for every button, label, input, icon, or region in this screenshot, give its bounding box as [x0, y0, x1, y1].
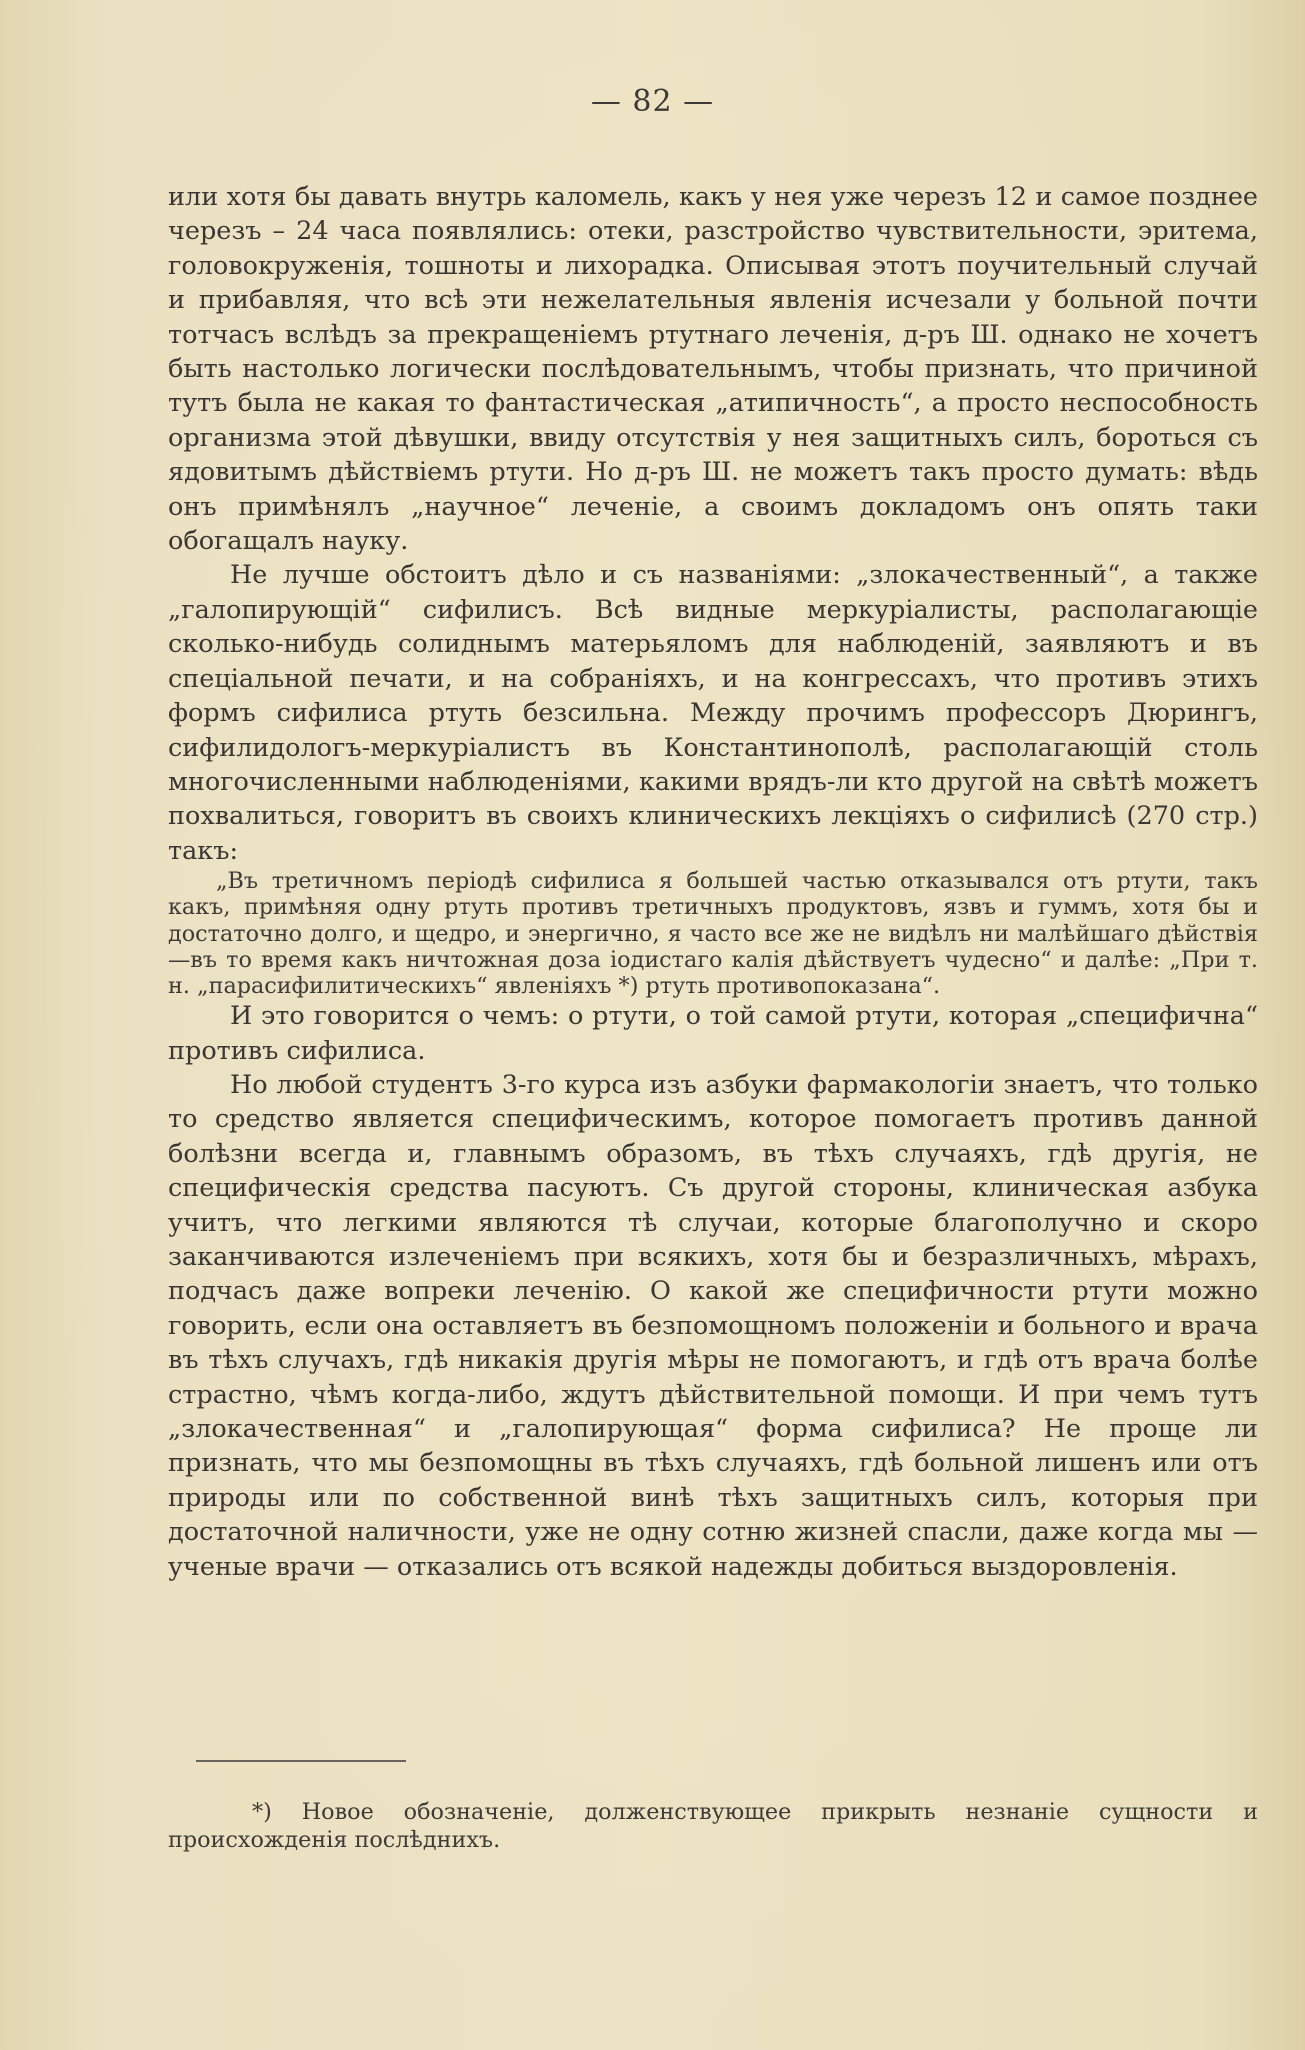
paragraph-3: И это говорится о чемъ: о ртути, о той самой ртути, которая „специфична“ противъ сифилиса.	[168, 1001, 1258, 1066]
paragraph-1: или хотя бы давать внутрь каломель, какъ у нея уже черезъ 12 и самое позднее черезъ – 24 часа появлялись: отеки, разстройство чувствительности, эритема, головокруженія, тошноты и лихорадка. Описывая этотъ поучительный случай и прибавляя, что всѣ эти нежелательныя явленія исчезали у больной почти тотчасъ вслѣдъ за прекращеніемъ ртутнаго леченія, д-ръ Ш. однако не хочетъ быть настолько логически послѣдовательнымъ, чтобы признать, что причиной тутъ была не какая то фантастическая „атипичность“, а просто неспособность организма этой дѣвушки, ввиду отсутствія у нея защитныхъ силъ, бороться съ ядовитымъ дѣйствіемъ ртути. Но д-ръ Ш. не можетъ такъ просто думать: вѣдь онъ примѣнялъ „научное“ леченіе, а своимъ докладомъ онъ опять таки обогащалъ науку.	[168, 182, 1258, 557]
footnote-divider	[196, 1760, 406, 1762]
page-number: — 82 —	[590, 84, 715, 119]
footnote: *) Новое обозначеніе, долженствующее прикрыть незнаніе сущности и происхожденія послѣднихъ.	[168, 1799, 1258, 1853]
main-text	[168, 180, 1258, 1584]
paragraph-4: Но любой студентъ 3-го курса изъ азбуки фармакологіи знаетъ, что только то средство является специфическимъ, которое помогаетъ противъ данной болѣзни всегда и, главнымъ образомъ, въ тѣхъ случаяхъ, гдѣ другія, не специфическія средства пасуютъ. Съ другой стороны, клиническая азбука учитъ, что легкими являются тѣ случаи, которые благополучно и скоро заканчиваются излеченіемъ при всякихъ, хотя бы и безразличныхъ, мѣрахъ, подчасъ даже вопреки леченію. О какой же специфичности ртути можно говорить, если она оставляетъ въ безпомощномъ положеніи и больного и врача въ тѣхъ случахъ, гдѣ никакія другія мѣры не помогаютъ, и гдѣ отъ врача болѣе страстно, чѣмъ когда-либо, ждутъ дѣйствительной помощи. И при чемъ тутъ „злокачественная“ и „галопирующая“ форма сифилиса? Не проще ли признать, что мы безпомощны въ тѣхъ случаяхъ, гдѣ больной лишенъ или отъ природы или по собственной винѣ тѣхъ защитныхъ силъ, которыя при достаточной наличности, уже не одну сотню жизней спасли, даже когда мы — ученые врачи — отказались отъ всякой надежды добиться выздоровленія.	[168, 1069, 1258, 1582]
paragraph-2: Не лучше обстоитъ дѣло и съ названіями: „злокачественный“, а также „галопирующій“ сифилисъ. Всѣ видные меркуріалисты, располагающіе сколько-нибудь солиднымъ матерьяломъ для наблюденій, заявляютъ и въ спеціальной печати, и на собраніяхъ, и на конгрессахъ, что противъ этихъ формъ сифилиса ртуть безсильна. Между прочимъ профессоръ Дюрингъ, сифилидологъ-меркуріалистъ въ Константинополѣ, располагающій столь многочисленными наблюденіями, какими врядъ-ли кто другой на свѣтѣ можетъ похвалиться, говоритъ въ своихъ клиническихъ лекціяхъ о сифилисѣ (270 стр.) такъ:	[168, 560, 1258, 866]
quotation: „Въ третичномъ періодѣ сифилиса я большей частью отказывался отъ ртути, такъ какъ, примѣняя одну ртуть противъ третичныхъ продуктовъ, язвъ и гуммъ, хотя бы и достаточно долго, и щедро, и энергично, я часто все же не видѣлъ ни малѣйшаго дѣйствія—въ то время какъ ничтожная доза іодистаго калія дѣйствуетъ чудесно“ и далѣе: „При т. н. „парасифилитическихъ“ явленіяхъ *) ртуть противопоказана“.	[168, 868, 1258, 999]
